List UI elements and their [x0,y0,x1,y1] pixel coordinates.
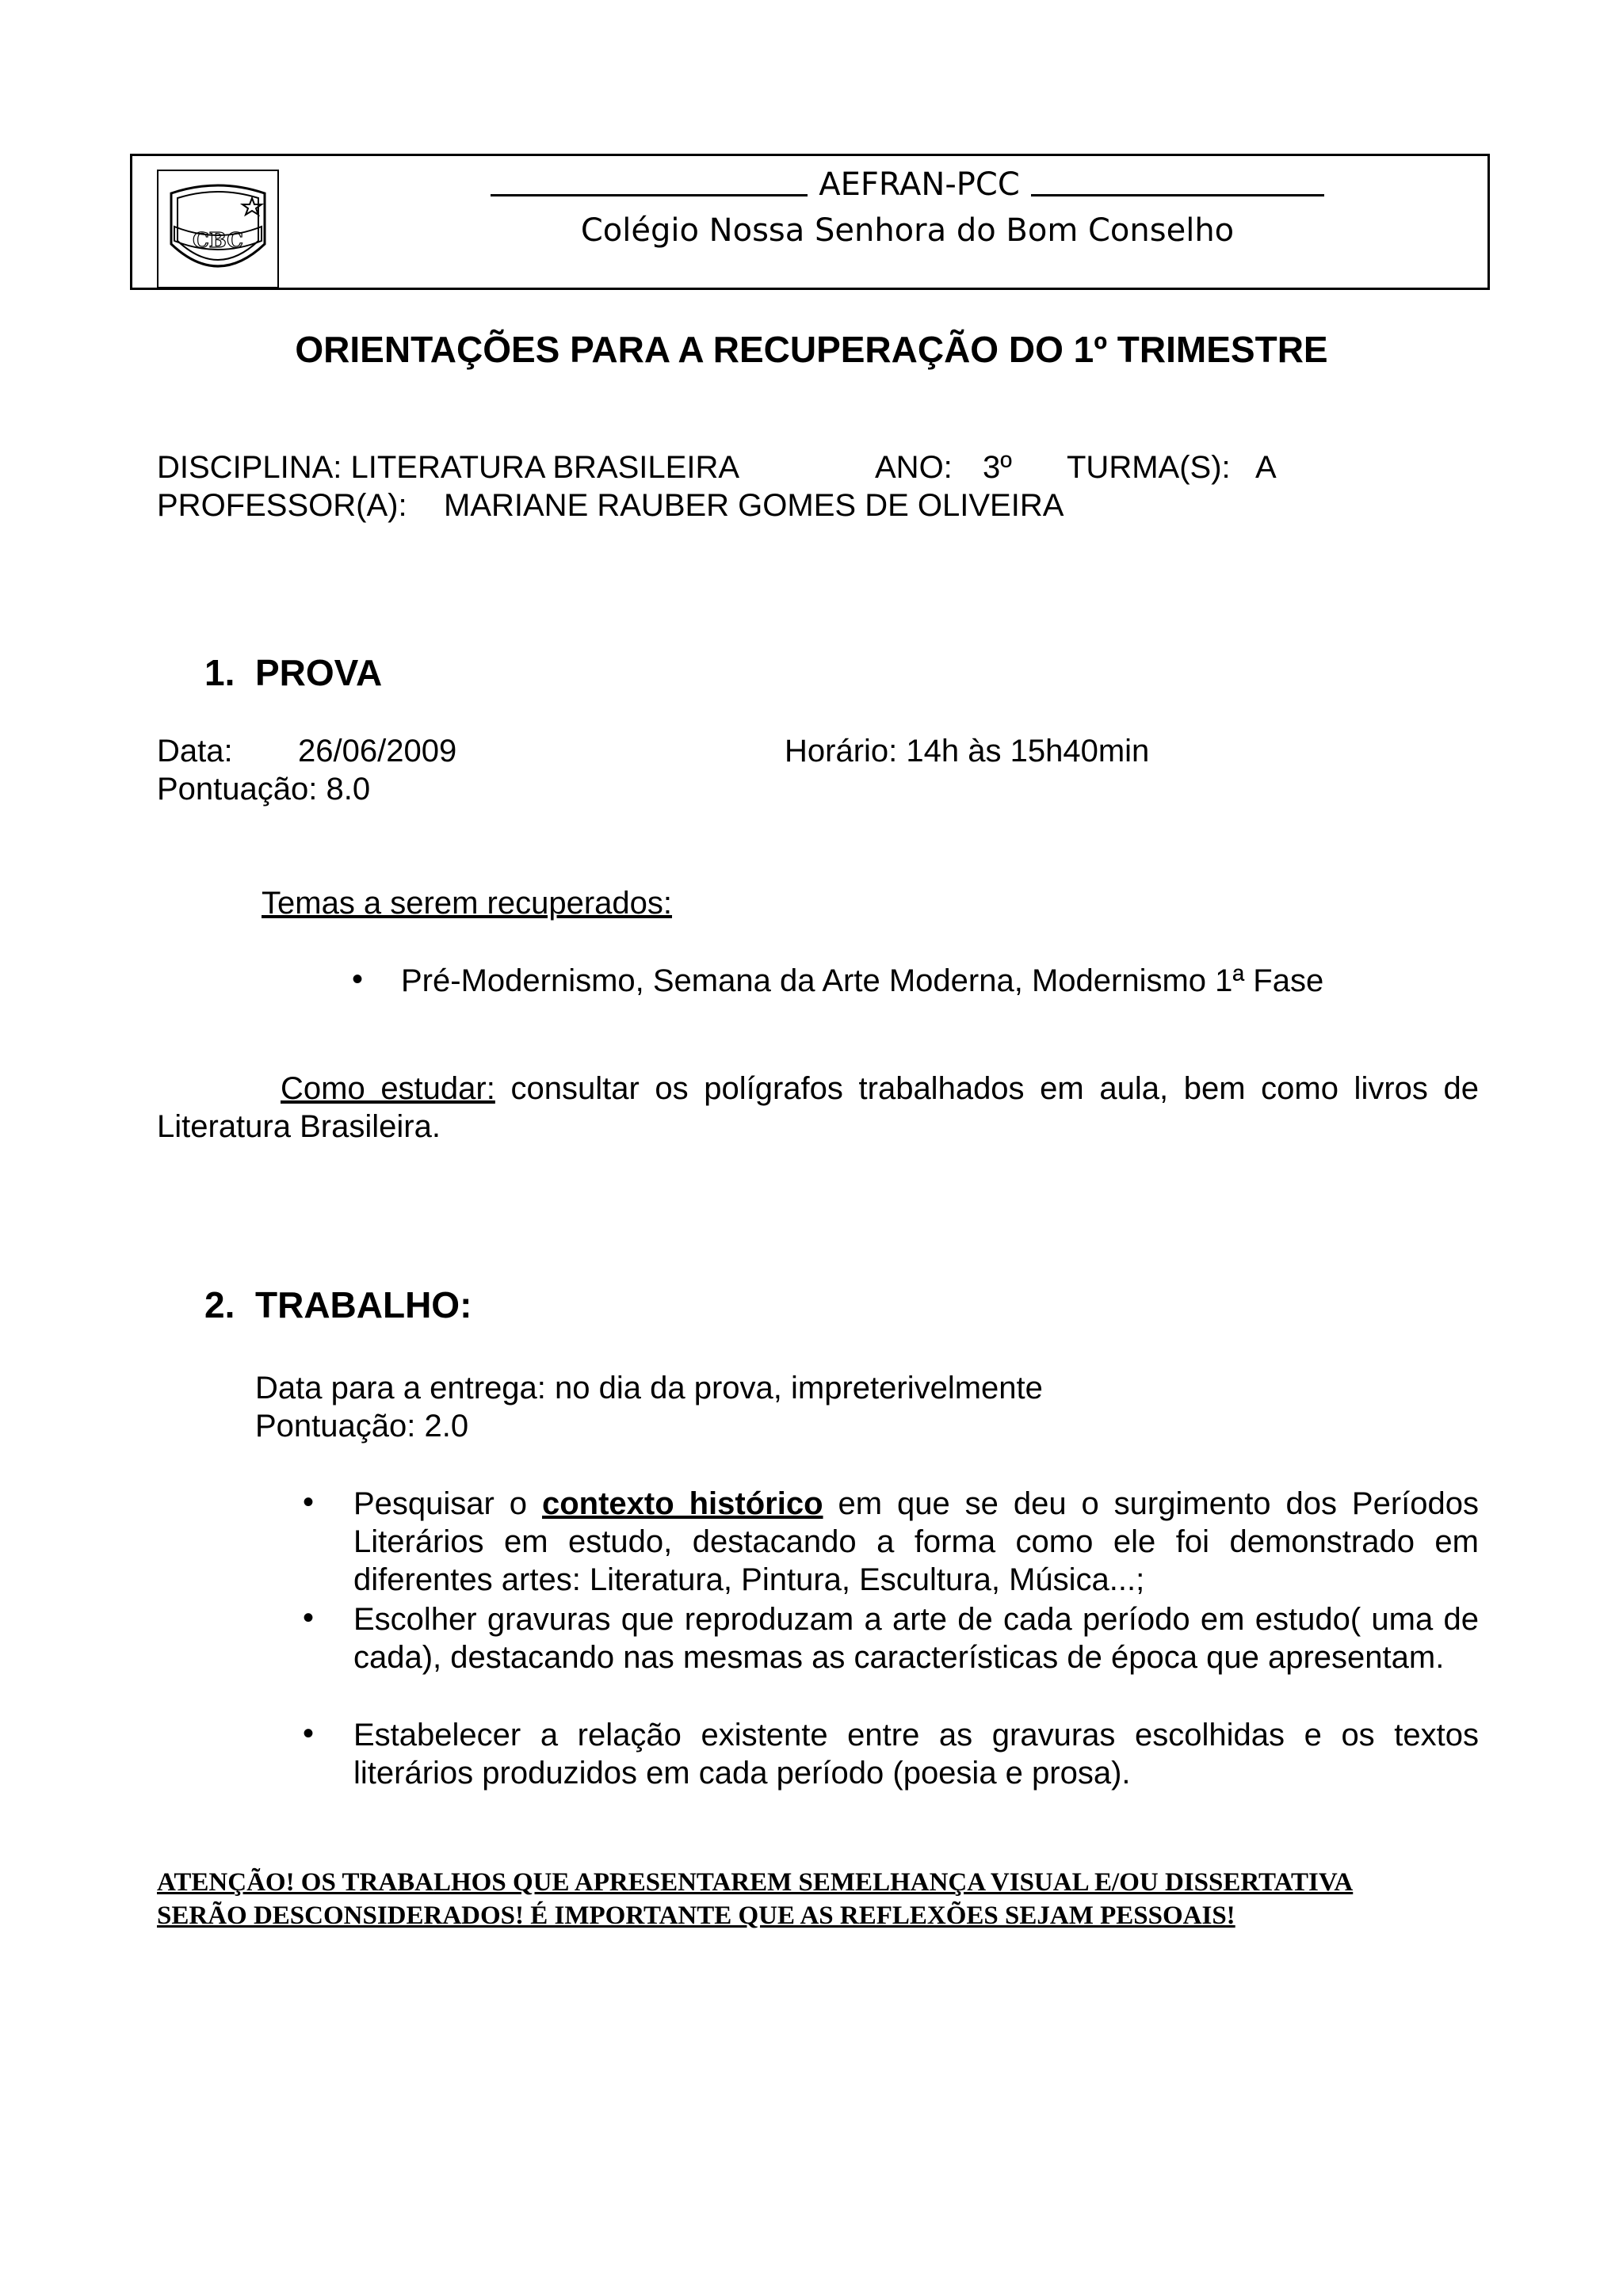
ano-label: ANO: [875,450,953,485]
bullet-icon: • [352,962,364,997]
data-label: Data: [157,734,233,769]
bullet-icon: • [303,1485,315,1520]
temas-label: Temas a serem recuperados: [262,886,673,921]
section1-number: 1. [204,652,235,693]
header-org: AEFRAN-PCC [819,166,1020,203]
header-rule-left [491,194,808,196]
school-logo [157,170,279,288]
entrega: Data para a entrega: no dia da prova, impreterivelmente [255,1371,1043,1405]
pontuacao-trabalho: Pontuação: 2.0 [255,1409,469,1444]
header-school: Colégio Nossa Senhora do Bom Conselho [580,212,1235,249]
section2-number: 2. [204,1284,235,1325]
como-estudar-text: consultar os polígrafos trabalhados em aula, bem como livros de Literatura Brasileira. [157,1071,1479,1144]
trabalho-item-1 [353,1485,1479,1599]
ano-value: 3º [983,450,1012,485]
trabalho-item-3: Estabelecer a relação existente entre as gravuras escolhidas e os textos literários produzidos em cada período (poesia e prosa). [353,1718,1479,1791]
item1-pre: Pesquisar o [353,1486,542,1521]
turma-label: TURMA(S): [1067,450,1231,485]
warning-line-1: ATENÇÃO! OS TRABALHOS QUE APRESENTAREM SEMELHANÇA VISUAL E/OU DISSERTATIVA [157,1868,1354,1897]
section1-heading: PROVA [255,652,383,693]
shield-icon [158,171,277,287]
professor-label: PROFESSOR(A): [157,488,407,523]
header-rule-right [1031,194,1324,196]
section2-heading: TRABALHO: [255,1284,472,1325]
disciplina: DISCIPLINA: LITERATURA BRASILEIRA [157,450,740,485]
como-estudar [157,1070,1479,1146]
pontuacao-prova: Pontuação: 8.0 [157,772,371,807]
warning-line-2: SERÃO DESCONSIDERADOS! É IMPORTANTE QUE AS REFLEXÕES SEJAM PESSOAIS! [157,1901,1235,1930]
page-title: ORIENTAÇÕES PARA A RECUPERAÇÃO DO 1º TRIMESTRE [295,329,1328,370]
bullet-icon: • [303,1716,315,1751]
logo-text: CBC [193,229,243,253]
header-org-line [444,155,1371,203]
contexto-historico: contexto histórico [542,1486,823,1521]
temas-item: Pré-Modernismo, Semana da Arte Moderna, Modernismo 1ª Fase [401,963,1324,998]
horario: Horário: 14h às 15h40min [785,734,1150,769]
bullet-icon: • [303,1600,315,1635]
trabalho-item-2: Escolher gravuras que reproduzam a arte de cada período em estudo( uma de cada), destacando nas mesmas as características de época que apresentam. [353,1602,1479,1675]
como-estudar-label: Como estudar: [281,1071,495,1106]
turma-value: A [1255,450,1277,485]
professor-value: MARIANE RAUBER GOMES DE OLIVEIRA [444,488,1064,523]
data-value: 26/06/2009 [298,734,457,769]
item1-post: em que se deu o surgimento dos Períodos Literários em estudo, destacando a forma como ele foi demonstrado em diferentes artes: Literatura, Pintura, Escultura, Música...; [353,1486,1480,1597]
